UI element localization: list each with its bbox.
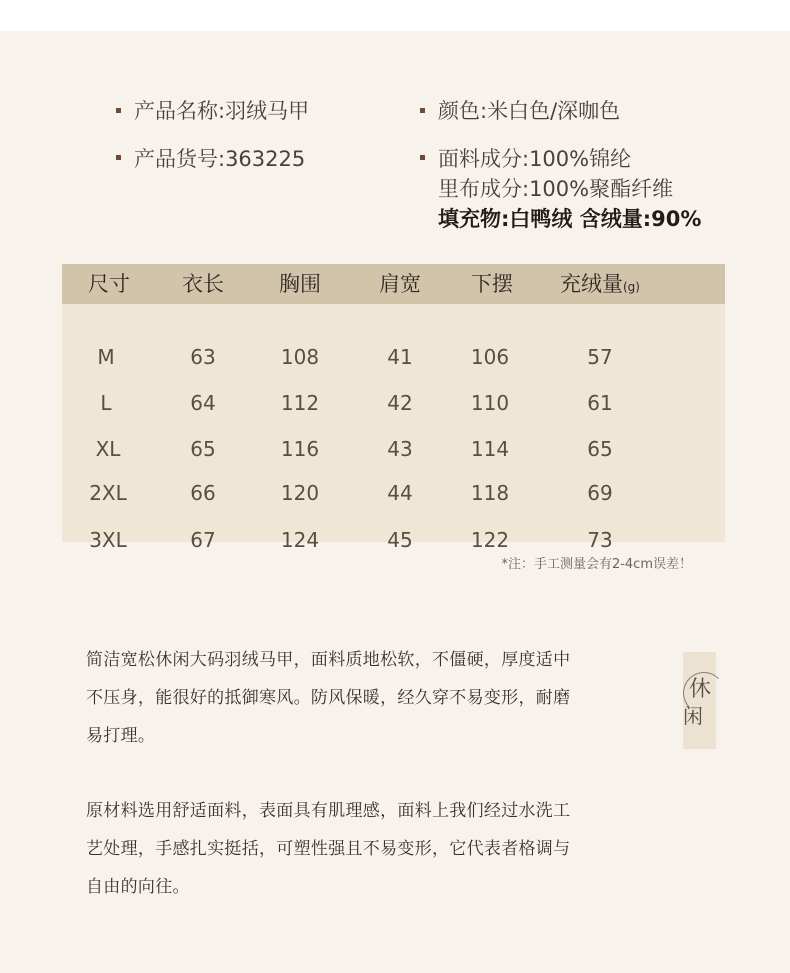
header-shoulder: 肩宽 (379, 272, 421, 296)
header-size: 尺寸 (88, 272, 130, 296)
cell: 114 (470, 437, 510, 461)
cell: 73 (587, 528, 613, 552)
cell: 3XL (89, 528, 127, 552)
size-table-header (62, 264, 725, 304)
paragraph-line: 自由的向往。 (86, 877, 190, 897)
paragraph-line: 易打理。 (86, 726, 156, 746)
paragraph-line: 艺处理，手感扎实挺括，可塑性强且不易变形，它代表者格调与 (86, 839, 571, 859)
lining-composition: 里布成分:100%聚酯纤维 (438, 177, 674, 201)
bullet-icon (420, 155, 425, 160)
cell: 42 (387, 391, 413, 415)
cell: 61 (587, 391, 613, 415)
cell: 44 (387, 481, 413, 505)
cell: 66 (190, 481, 216, 505)
cell: 118 (470, 481, 510, 505)
cell: 122 (470, 528, 510, 552)
cell: 67 (190, 528, 216, 552)
paragraph-line: 简洁宽松休闲大码羽绒马甲，面料质地松软，不僵硬，厚度适中 (86, 650, 571, 670)
cell: 2XL (89, 481, 127, 505)
cell: 110 (470, 391, 510, 415)
seal-char-1: 休 (689, 677, 712, 702)
cell: 63 (190, 345, 216, 369)
filling-info: 填充物:白鸭绒 含绒量:90% (438, 207, 702, 231)
paragraph-line: 不压身，能很好的抵御寒风。防风保暖，经久穿不易变形，耐磨 (86, 688, 571, 708)
paragraph-line: 原材料选用舒适面料，表面具有肌理感，面料上我们经过水洗工 (86, 801, 571, 821)
leisure-seal-logo (683, 652, 716, 749)
header-down-weight-label: 充绒量 (560, 272, 623, 296)
cell: 45 (387, 528, 413, 552)
cell: 65 (190, 437, 216, 461)
cell: 124 (280, 528, 320, 552)
measurement-note: *注：手工测量会有2-4cm误差！ (501, 557, 692, 572)
product-detail-page (0, 31, 790, 973)
description-paragraph-2 (86, 792, 631, 906)
header-chest: 胸围 (279, 272, 321, 296)
cell: 41 (387, 345, 413, 369)
cell: 120 (280, 481, 320, 505)
bullet-icon (116, 108, 121, 113)
description-paragraph-1 (86, 641, 631, 755)
cell: 106 (470, 345, 510, 369)
product-color: 颜色:米白色/深咖色 (438, 99, 621, 123)
cell: 69 (587, 481, 613, 505)
bullet-icon (420, 108, 425, 113)
header-length: 衣长 (182, 272, 224, 296)
cell: 64 (190, 391, 216, 415)
cell: XL (95, 437, 121, 461)
cell: 116 (280, 437, 320, 461)
fabric-composition: 面料成分:100%锦纶 (438, 147, 632, 171)
product-name: 产品名称:羽绒马甲 (134, 99, 310, 123)
header-hem: 下摆 (471, 272, 513, 296)
bullet-icon (116, 155, 121, 160)
header-down-weight (550, 264, 650, 304)
product-code: 产品货号:363225 (134, 147, 306, 171)
cell: L (100, 391, 112, 415)
cell: 57 (587, 345, 613, 369)
cell: 112 (280, 391, 320, 415)
size-table (62, 264, 725, 552)
seal-char-2: 闲 (683, 704, 703, 728)
cell: 43 (387, 437, 413, 461)
cell: M (97, 345, 115, 369)
cell: 108 (280, 345, 320, 369)
cell: 65 (587, 437, 613, 461)
header-unit: (g) (623, 280, 640, 294)
